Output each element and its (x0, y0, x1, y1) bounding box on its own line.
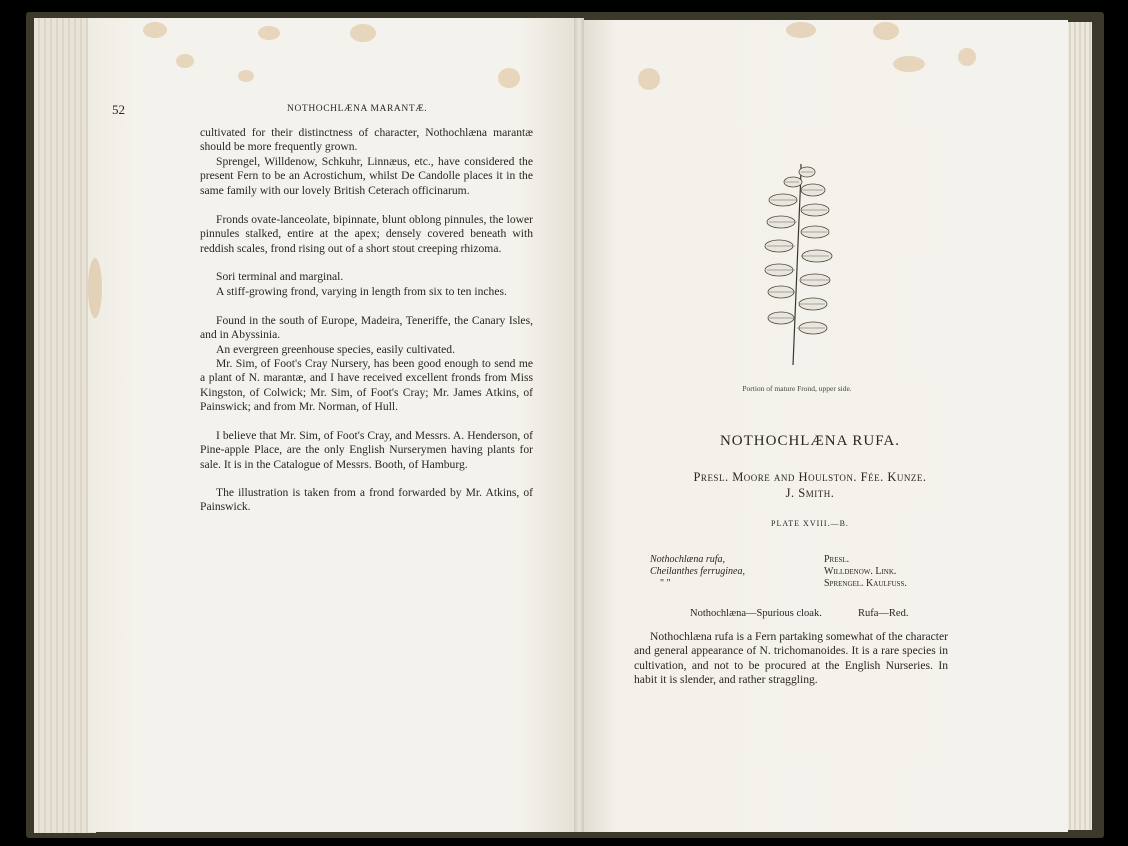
foxing-spot (350, 24, 376, 42)
paragraph-text: Sori terminal and marginal. (216, 270, 344, 283)
foxing-spot (638, 68, 660, 90)
foxing-spot (873, 22, 899, 40)
foxing-spot (88, 258, 102, 318)
paragraph (200, 343, 533, 357)
right-page-edges (1066, 22, 1092, 830)
paragraph-text: An evergreen greenhouse species, easily cultivated. (216, 343, 455, 356)
species-title: NOTHOCHLÆNA RUFA. (719, 433, 901, 449)
foxing-spot (786, 22, 816, 38)
paragraph-text: Fronds ovate-lanceolate, bipinnate, blunt oblong pinnules, the lower pinnules stalked, entire at the apex; densely covered beneath with reddish scales, frond rising out of a short stout creeping rhizoma. (200, 213, 533, 255)
paragraph (200, 486, 533, 515)
paragraph (200, 314, 533, 343)
paragraph-text: cultivated for their distinctness of character, Nothochlæna marantæ should be more frequently grown. (200, 126, 533, 154)
foxing-spot (238, 70, 254, 82)
figure-caption: Portion of mature Frond, upper side. (742, 384, 852, 393)
paragraph-text: Found in the south of Europe, Madeira, Teneriffe, the Canary Isles, and in Abyssinia. (200, 314, 533, 342)
paragraph-text: Mr. Sim, of Foot's Cray Nursery, has been good enough to send me a plant of N. marantæ, and I have received excellent fronds from Miss Kingston, of Colwick; Mr. Sim, of Foot's Cray; Mr. James Atkins, of Painswick; and from Mr. Norman, of Hull. (200, 357, 533, 414)
synonym-author: Sprengel. Kaulfuss. (824, 578, 907, 589)
foxing-spot (498, 68, 520, 88)
synonym-author: Willdenow. Link. (824, 566, 897, 577)
foxing-spot (143, 22, 167, 38)
foxing-spot (176, 54, 194, 68)
paragraph (200, 429, 533, 472)
page-number: 52 (112, 102, 125, 117)
paragraph (200, 126, 533, 155)
paragraph-text: A stiff-growing frond, varying in length from six to ten inches. (216, 285, 507, 298)
plate-number: PLATE XVIII.—B. (771, 519, 849, 528)
etymology-genus: Nothochlæna—Spurious cloak. (690, 608, 822, 619)
paragraph (200, 285, 533, 299)
ditto-mark: " " (660, 578, 671, 589)
foxing-spot (893, 56, 925, 72)
paragraph (200, 270, 533, 284)
book-gutter (574, 18, 584, 832)
paragraph (634, 630, 948, 688)
running-header: NOTHOCHLÆNA MARANTÆ. (287, 104, 428, 114)
paragraph-text: Sprengel, Willdenow, Schkuhr, Linnæus, etc., have considered the present Fern to be an Acrostichum, whilst De Candolle places it in the same family with our lovely British Ceterach officinarum. (200, 155, 533, 197)
right-page (578, 20, 1068, 832)
synonym-author: Presl. (824, 554, 850, 565)
paragraph-text: The illustration is taken from a frond forwarded by Mr. Atkins, of Painswick. (200, 486, 533, 514)
paragraph-text: Nothochlæna rufa is a Fern partaking somewhat of the character and general appearance of N. trichomanoides. It is a rare species in cultivation, and not to be procured at the English Nurseries. In habit it is slender, and rather straggling. (634, 630, 948, 687)
foxing-spot (958, 48, 976, 66)
paragraph-text: I believe that Mr. Sim, of Foot's Cray, and Messrs. A. Henderson, of Pine-apple Place, are the only English Nurserymen having plants for sale. It is in the Catalogue of Messrs. Booth, of Hamburg. (200, 429, 533, 471)
synonyms-left (650, 554, 745, 590)
left-page-edges (34, 18, 96, 833)
synonym-name: Nothochlæna rufa, (650, 554, 726, 565)
fern-frond-illustration (755, 160, 845, 370)
paragraph (200, 213, 533, 256)
synonyms-right (824, 554, 907, 590)
etymology-species: Rufa—Red. (858, 608, 909, 619)
foxing-spot (258, 26, 280, 40)
paragraph (200, 357, 533, 415)
paragraph (200, 155, 533, 198)
authors-line: Presl. Moore and Houlston. Fée. Kunze. (693, 470, 927, 484)
frond-stipe (793, 164, 801, 365)
synonym-name: Cheilanthes ferruginea, (650, 566, 745, 577)
authors-line: J. Smith. (785, 486, 835, 500)
